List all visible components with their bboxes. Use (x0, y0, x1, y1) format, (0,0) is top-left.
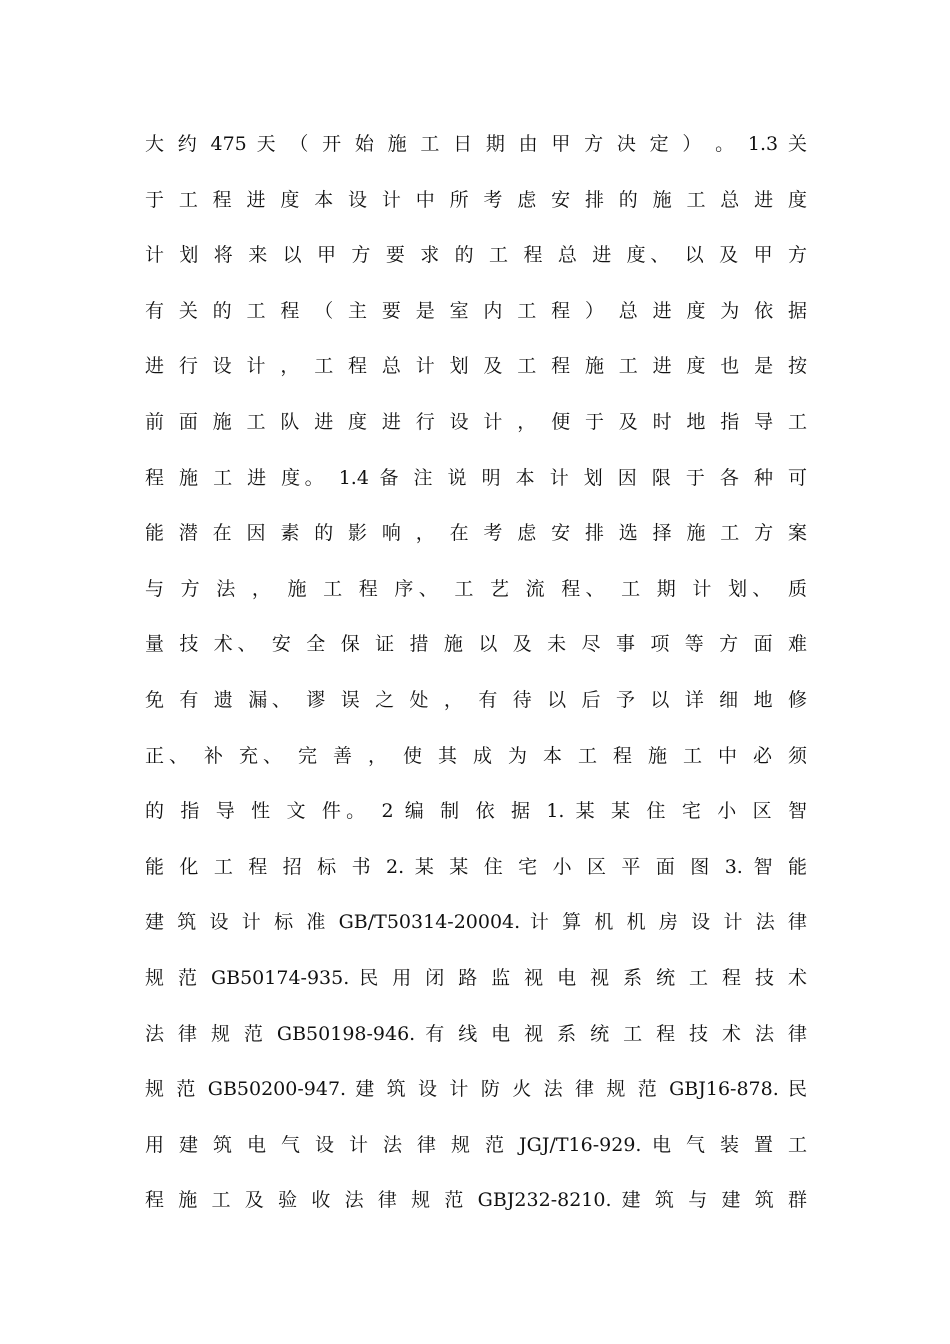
text-line: 有 关 的 工 程 （ 主 要 是 室 内 工 程 ） 总 进 度 为 依 据 (145, 299, 807, 322)
text-line: 前 面 施 工 队 进 度 进 行 设 计 ， 便 于 及 时 地 指 导 工 (145, 410, 807, 433)
text-line: 大 约 475 天 （ 开 始 施 工 日 期 由 甲 方 决 定 ） 。 1.3 关 (145, 133, 807, 155)
text-line: 正、 补 充、 完 善 ， 使 其 成 为 本 工 程 施 工 中 必 须 (145, 744, 807, 767)
text-line: 规 范 GB50174-935. 民 用 闭 路 监 视 电 视 系 统 工 程 技 术 (145, 966, 807, 989)
text-line: 程 施 工 进 度。 1.4 备 注 说 明 本 计 划 因 限 于 各 种 可 (145, 466, 807, 489)
text-line: 免 有 遗 漏、 谬 误 之 处 ， 有 待 以 后 予 以 详 细 地 修 (145, 688, 807, 711)
text-line: 进 行 设 计 ， 工 程 总 计 划 及 工 程 施 工 进 度 也 是 按 (145, 355, 807, 378)
body-text (145, 117, 807, 1229)
text-line: 能 潜 在 因 素 的 影 响 ， 在 考 虑 安 排 选 择 施 工 方 案 (145, 522, 807, 545)
text-line: 于 工 程 进 度 本 设 计 中 所 考 虑 安 排 的 施 工 总 进 度 (145, 188, 807, 211)
text-line: 计 划 将 来 以 甲 方 要 求 的 工 程 总 进 度、 以 及 甲 方 (145, 244, 807, 267)
text-line: 用 建 筑 电 气 设 计 法 律 规 范 JGJ/T16-929. 电 气 装 置 工 (145, 1133, 807, 1156)
text-line: 法 律 规 范 GB50198-946. 有 线 电 视 系 统 工 程 技 术 法 律 (145, 1022, 807, 1045)
text-line: 程 施 工 及 验 收 法 律 规 范 GBJ232-8210. 建 筑 与 建 筑 群 (145, 1189, 807, 1212)
text-line: 规 范 GB50200-947. 建 筑 设 计 防 火 法 律 规 范 GBJ16-878. 民 (145, 1078, 807, 1101)
text-line: 的 指 导 性 文 件。 2 编 制 依 据 1. 某 某 住 宅 小 区 智 (145, 800, 807, 823)
text-line: 量 技 术、 安 全 保 证 措 施 以 及 未 尽 事 项 等 方 面 难 (145, 633, 807, 656)
text-line: 能 化 工 程 招 标 书 2. 某 某 住 宅 小 区 平 面 图 3. 智 能 (145, 855, 807, 878)
text-line: 与 方 法 ， 施 工 程 序、 工 艺 流 程、 工 期 计 划、 质 (145, 577, 807, 600)
text-line: 建 筑 设 计 标 准 GB/T50314-20004. 计 算 机 机 房 设 计 法 律 (145, 911, 807, 934)
